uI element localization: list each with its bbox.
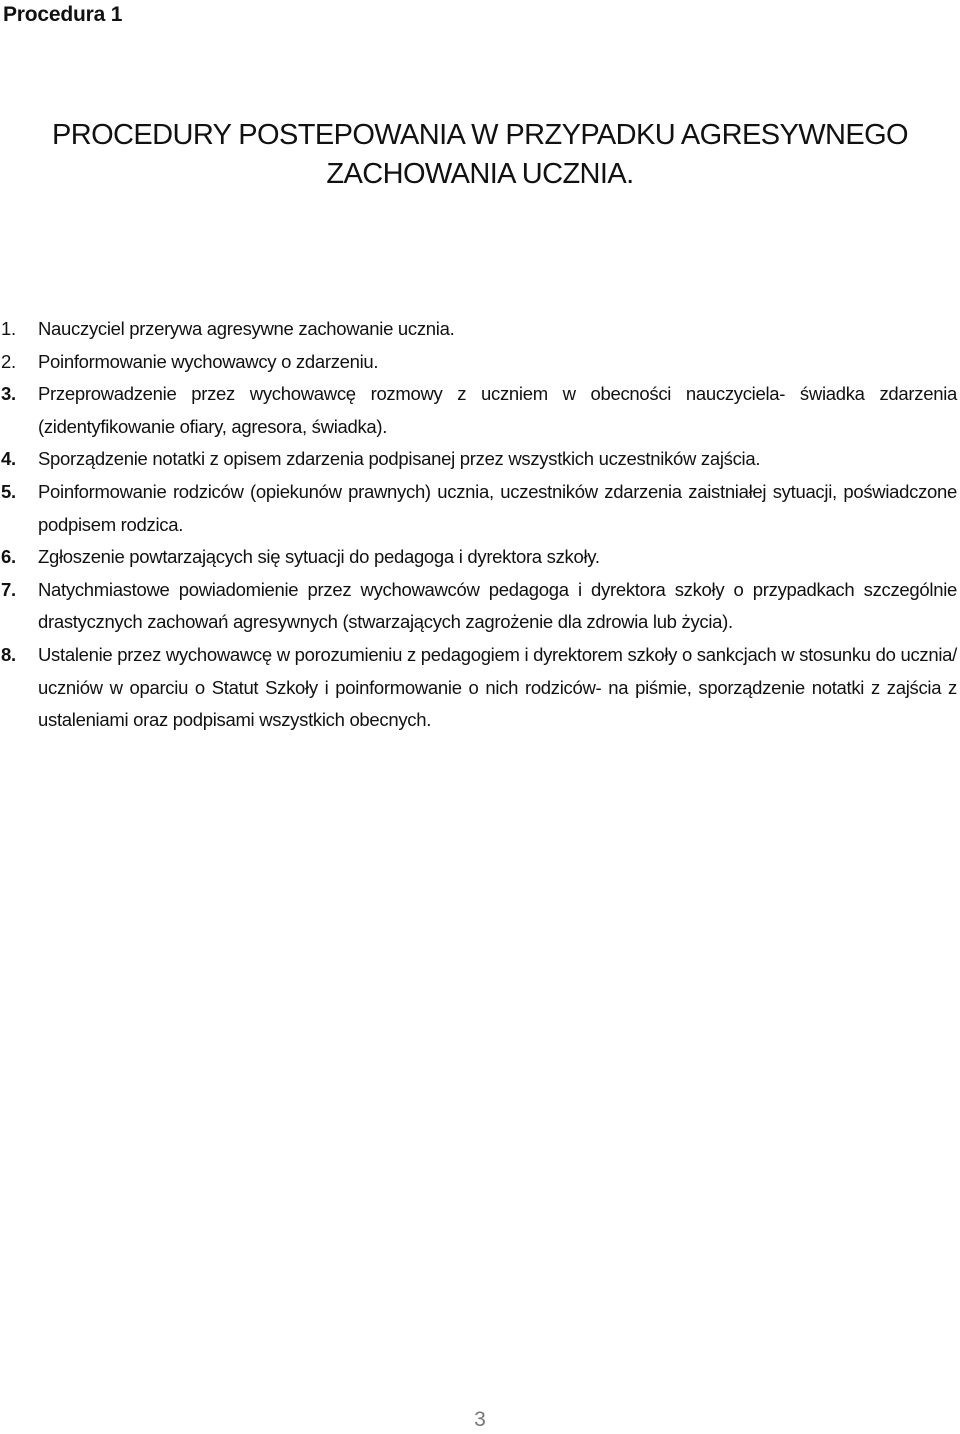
step-number: 8. (1, 643, 16, 665)
procedure-step-3 (0, 378, 957, 443)
procedure-step-6 (0, 541, 957, 574)
step-number: 4. (1, 448, 16, 470)
procedure-step-7 (0, 574, 957, 639)
step-number: 5. (1, 480, 16, 502)
step-number: 7. (1, 578, 16, 600)
procedure-step-4 (0, 443, 957, 476)
step-number: 3. (1, 383, 16, 405)
step-text: Natychmiastowe powiadomienie przez wychowawców pedagoga i dyrektora szkoły o przypadkach szczególnie drastycznych zachowań agresywnych (stwarzających zagrożenie dla zdrowia lub życia). (38, 578, 957, 633)
step-number: 2. (1, 350, 16, 372)
document-title (0, 116, 960, 194)
procedure-step-1 (0, 313, 957, 346)
procedure-steps-list (0, 313, 957, 737)
step-number: 6. (1, 546, 16, 568)
procedure-step-2 (0, 346, 957, 379)
step-text: Przeprowadzenie przez wychowawcę rozmowy z uczniem w obecności nauczyciela- świadka zdarzenia (zidentyfikowanie ofiary, agresora, świadka). (38, 383, 957, 437)
procedure-step-5 (0, 476, 957, 541)
step-text: Poinformowanie rodziców (opiekunów prawnych) ucznia, uczestników zdarzenia zaistniałej sytuacji, poświadczone podpisem rodzica. (38, 480, 957, 535)
step-text: Ustalenie przez wychowawcę w porozumieniu z pedagogiem i dyrektorem szkoły o sankcjach w stosunku do ucznia/ uczniów w oparciu o Statut Szkoły i poinformowanie o nich rodziców- na piśmie, sporządzenie notatki z zajścia z ustaleniami oraz podpisami wszystkich obecnych. (38, 643, 957, 731)
procedure-label: Procedura 1 (3, 3, 123, 26)
step-text: Zgłoszenie powtarzających się sytuacji do pedagoga i dyrektora szkoły. (38, 546, 600, 568)
step-text: Poinformowanie wychowawcy o zdarzeniu. (38, 350, 379, 372)
step-number: 1. (1, 318, 16, 339)
page-number: 3 (474, 1408, 486, 1431)
step-text: Nauczyciel przerywa agresywne zachowanie ucznia. (38, 318, 455, 339)
step-text: Sporządzenie notatki z opisem zdarzenia podpisanej przez wszystkich uczestników zajścia. (38, 448, 761, 470)
document-title-line-2: ZACHOWANIA UCZNIA. (326, 158, 634, 190)
document-title-line-1: PROCEDURY POSTEPOWANIA W PRZYPADKU AGRESYWNEGO (52, 119, 908, 151)
procedure-step-8 (0, 639, 957, 737)
